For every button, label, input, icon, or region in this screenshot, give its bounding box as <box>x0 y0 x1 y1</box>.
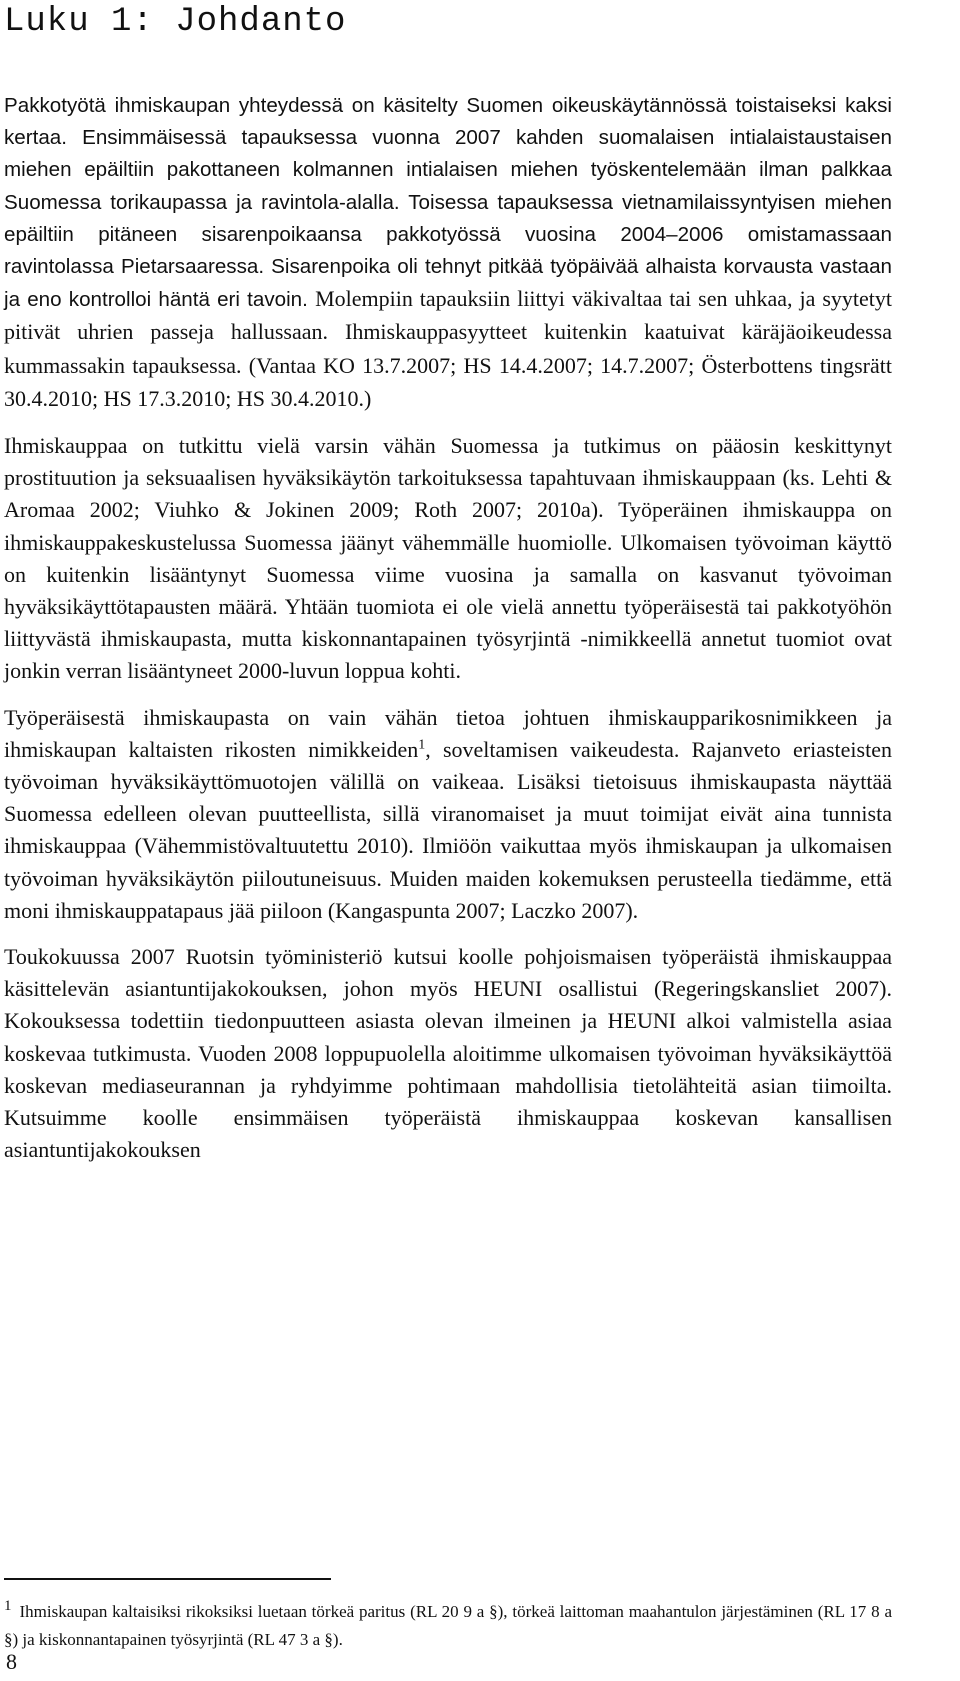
footnote <box>4 1598 892 1654</box>
footnote-text: Ihmiskaupan kaltaisiksi rikoksiksi luetaan törkeä paritus (RL 20 9 a §), törkeä laittoman maahantulon järjestäminen (RL 17 8 a §) ja kiskonnantapainen työsyrjintä (RL 47 3 a §). <box>4 1602 892 1649</box>
paragraph-3-text-before-ref: Työperäisestä ihmiskaupasta on vain vähän tietoa johtuen ihmiskaupparikosnimikkeen ja ihmiskaupan kaltaisten rikosten nimikkeiden <box>4 704 892 762</box>
footnote-separator <box>4 1578 331 1580</box>
paragraph-2: Ihmiskauppaa on tutkittu vielä varsin vähän Suomessa ja tutkimus on pääosin keskittynyt prostituution ja seksuaalisen hyväksikäytön tarkoituksessa tapahtuvaan ihmiskauppaan (ks. Lehti & Aromaa 2002; Viuhko & Jokinen 2009; Roth 2007; 2010a). Työperäinen ihmiskauppa on ihmiskauppakeskustelussa Suomessa jäänyt vähemmälle huomiolle. Ulkomaisen työvoiman käyttö on kuitenkin lisääntynyt Suomessa viime vuosina ja samalla on kasvanut työvoiman hyväksikäyttötapausten määrä. Yhtään tuomiota ei ole vielä annettu työperäisestä tai pakkotyöhön liittyvästä ihmiskaupasta, mutta kiskonnantapainen työsyrjintä -nimikkeellä annetut tuomiot ovat jonkin verran lisääntyneet 2000-luvun loppua kohti. <box>4 433 892 684</box>
paragraph-4: Toukokuussa 2007 Ruotsin työministeriö kutsui koolle pohjoismaisen työperäistä ihmiskauppaa käsittelevän asiantuntijakokouksen, johon myös HEUNI osallistui (Regeringskansliet 2007). Kokouksessa todettiin tiedonpuutteen asiasta olevan ilmeinen ja HEUNI alkoi valmistella asiaa koskevaa tutkimusta. Vuoden 2008 loppupuolella aloitimme ulkomaisen työvoiman hyväksikäyttöä koskevan mediaseurannan ja ryhdyimme pohtimaan mahdollisia tietolähteitä asian tiimoilta. Kutsuimme koolle ensimmäisen työperäistä ihmiskauppaa koskevan kansallisen asiantuntijakokouksen <box>4 944 892 1163</box>
body-text <box>4 90 892 1181</box>
paragraph-3 <box>4 702 892 927</box>
paragraph-1-part-2: Molempiin tapauksiin liittyi väkivaltaa tai sen uhkaa, ja syytetyt pitivät uhrien passeja hallussaan. Ihmiskauppasyytteet kuitenkin kaatuivat käräjäoikeudessa kummassakin tapauksessa. (Vantaa KO 13.7.2007; HS 14.4.2007; 14.7.2007; Österbottens tingsrätt 30.4.2010; HS 17.3.2010; HS 30.4.2010.) <box>4 286 892 411</box>
footnote-reference[interactable]: 1 <box>418 737 426 753</box>
paragraph-3-text-after-ref: , soveltamisen vaikeudesta. Rajanveto eriasteisten työvoiman hyväksikäyttömuotojen välillä on vaikeaa. Lisäksi tietoisuus ihmiskaupasta näyttää Suomessa edelleen olevan puutteellista, sillä viranomaiset ja muut toimijat eivät aina tunnista ihmiskauppaa (Vähemmistövaltuutettu 2010). Ilmiöön vaikuttaa myös ihmiskaupan ja ulkomaisen työvoiman hyväksikäytön piiloutuneisuus. Muiden maiden kokemuksen perusteella tiedämme, että moni ihmiskauppatapaus jää piiloon (Kangaspunta 2007; Laczko 2007). <box>4 736 892 923</box>
chapter-title: Luku 1: Johdanto <box>4 3 347 41</box>
footnote-number: 1 <box>4 1598 12 1615</box>
paragraph-1 <box>4 90 892 416</box>
paragraph-1-part-1: Pakkotyötä ihmiskaupan yhteydessä on käsitelty Suomen oikeuskäytännössä toistaiseksi kaksi kertaa. Ensimmäisessä tapauksessa vuonna 2007 kahden suomalaisen intialaistaustaisen miehen epäiltiin pakottaneen kolmannen intialaisen miehen työskentelemään ilman palkkaa Suomessa torikaupassa ja ravintola-alalla. Toisessa tapauksessa vietnamilaissyntyisen miehen epäiltiin pitäneen sisarenpoikaansa pakkotyössä vuosina 2004–2006 omistamassaan ravintolassa Pietarsaaressa. Sisarenpoika oli tehnyt pitkää työpäivää alhaista korvausta vastaan ja eno kontrolloi häntä eri tavoin. <box>4 94 892 312</box>
page-number: 8 <box>6 1649 17 1674</box>
